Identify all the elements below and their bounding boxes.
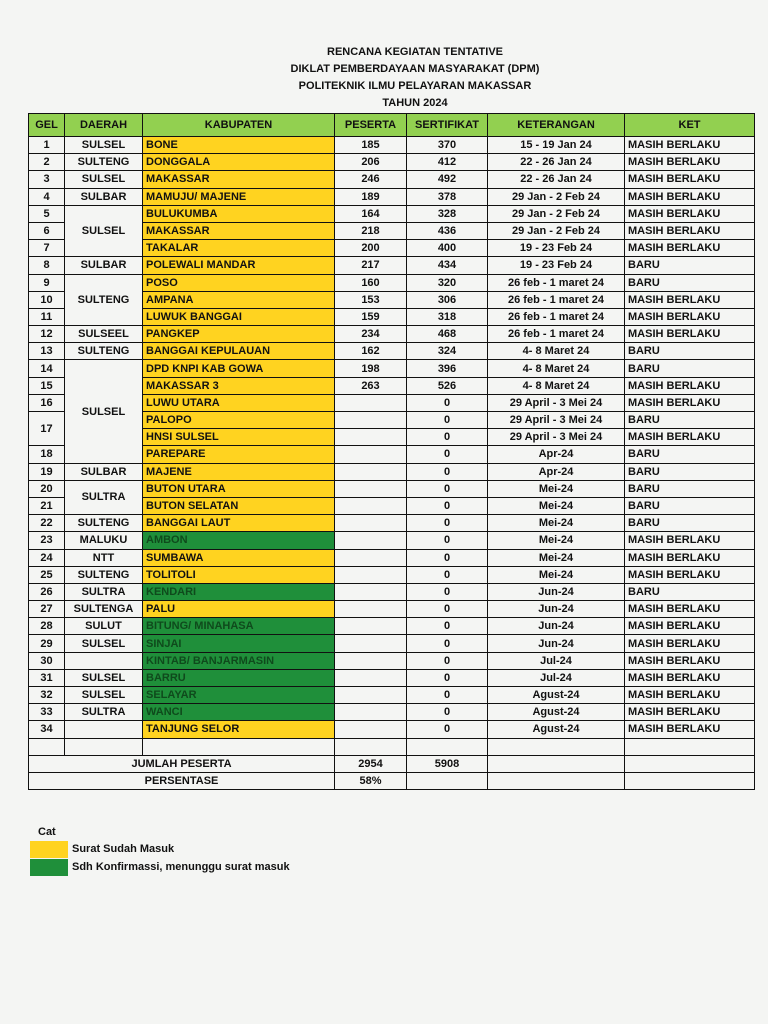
cell-kabupaten: MAMUJU/ MAJENE	[143, 188, 335, 205]
table-row	[29, 205, 755, 222]
cell-gel: 15	[29, 377, 65, 394]
cell-sertifikat: 468	[407, 326, 488, 343]
cell-peserta: 198	[335, 360, 407, 377]
cell-gel: 26	[29, 583, 65, 600]
cell-keterangan: 29 April - 3 Mei 24	[488, 412, 625, 429]
cell-peserta: 160	[335, 274, 407, 291]
cell-gel: 20	[29, 480, 65, 497]
cell-kabupaten: AMBON	[143, 532, 335, 549]
cell-kabupaten: BANGGAI KEPULAUAN	[143, 343, 335, 360]
cell-ket: BARU	[625, 583, 755, 600]
cell-daerah: SULTRA	[65, 583, 143, 600]
cell-sertifikat: 0	[407, 704, 488, 721]
cell-ket: BARU	[625, 463, 755, 480]
cell-keterangan: Mei-24	[488, 532, 625, 549]
cell-daerah: SULUT	[65, 618, 143, 635]
cell-kabupaten: MAJENE	[143, 463, 335, 480]
cell-gel: 8	[29, 257, 65, 274]
cell-ket: MASIH BERLAKU	[625, 291, 755, 308]
cell-ket: BARU	[625, 360, 755, 377]
cell-sertifikat: 436	[407, 222, 488, 239]
cell-peserta: 164	[335, 205, 407, 222]
cell-gel: 23	[29, 532, 65, 549]
cell-gel: 11	[29, 308, 65, 325]
cell-sertifikat: 0	[407, 412, 488, 429]
legend-swatch-green	[30, 859, 68, 876]
cell-sertifikat: 492	[407, 171, 488, 188]
cell-keterangan: 29 Jan - 2 Feb 24	[488, 188, 625, 205]
cell-sertifikat: 0	[407, 497, 488, 514]
total-label: JUMLAH PESERTA	[29, 755, 335, 772]
cell-gel: 6	[29, 222, 65, 239]
cell-daerah: NTT	[65, 549, 143, 566]
cell-keterangan: 26 feb - 1 maret 24	[488, 291, 625, 308]
cell-kabupaten: LUWUK BANGGAI	[143, 308, 335, 325]
legend-item-yellow	[30, 840, 290, 858]
schedule-table	[28, 113, 755, 790]
table-row	[29, 326, 755, 343]
cell-ket: BARU	[625, 343, 755, 360]
table-row	[29, 549, 755, 566]
legend-label-green: Sdh Konfirmassi, menunggu surat masuk	[72, 861, 290, 873]
cell-daerah: MALUKU	[65, 532, 143, 549]
table-row	[29, 154, 755, 171]
cell-keterangan: 29 Jan - 2 Feb 24	[488, 222, 625, 239]
cell-kabupaten: BUTON UTARA	[143, 480, 335, 497]
table-row	[29, 635, 755, 652]
cell-peserta: 153	[335, 291, 407, 308]
cell-kabupaten: TANJUNG SELOR	[143, 721, 335, 738]
cell-gel: 34	[29, 721, 65, 738]
cell-peserta: 159	[335, 308, 407, 325]
cell-ket: MASIH BERLAKU	[625, 532, 755, 549]
cell-sertifikat: 434	[407, 257, 488, 274]
cell-kabupaten: PALU	[143, 601, 335, 618]
table-row	[29, 687, 755, 704]
cell-ket: MASIH BERLAKU	[625, 549, 755, 566]
cell-gel: 1	[29, 137, 65, 154]
total-row	[29, 755, 755, 772]
cell-keterangan: 19 - 23 Feb 24	[488, 240, 625, 257]
cell-keterangan: Mei-24	[488, 515, 625, 532]
cell-peserta	[335, 704, 407, 721]
cell-peserta	[335, 532, 407, 549]
cell-gel: 13	[29, 343, 65, 360]
cell-gel: 21	[29, 497, 65, 514]
table-row	[29, 721, 755, 738]
cell-ket: MASIH BERLAKU	[625, 377, 755, 394]
cell-ket: BARU	[625, 480, 755, 497]
cell-peserta	[335, 687, 407, 704]
col-header-daerah: DAERAH	[65, 114, 143, 137]
cell-keterangan: Jun-24	[488, 618, 625, 635]
cell-gel: 24	[29, 549, 65, 566]
cell-keterangan: 22 - 26 Jan 24	[488, 154, 625, 171]
cell-ket: MASIH BERLAKU	[625, 326, 755, 343]
cell-keterangan: Jul-24	[488, 652, 625, 669]
cell-peserta	[335, 635, 407, 652]
cell-ket: MASIH BERLAKU	[625, 240, 755, 257]
cell-gel: 3	[29, 171, 65, 188]
cell-peserta	[335, 463, 407, 480]
cell-keterangan: 22 - 26 Jan 24	[488, 171, 625, 188]
cell-kabupaten: MAKASSAR	[143, 222, 335, 239]
cell-ket: MASIH BERLAKU	[625, 394, 755, 411]
cell-ket: MASIH BERLAKU	[625, 188, 755, 205]
blank-row	[29, 738, 755, 755]
cell-sertifikat: 318	[407, 308, 488, 325]
cell-ket: MASIH BERLAKU	[625, 704, 755, 721]
cell-ket: BARU	[625, 412, 755, 429]
cell-keterangan: 26 feb - 1 maret 24	[488, 326, 625, 343]
cell-peserta	[335, 515, 407, 532]
cell-sertifikat: 0	[407, 515, 488, 532]
table-row	[29, 601, 755, 618]
cell-kabupaten: BONE	[143, 137, 335, 154]
title-line-3: POLITEKNIK ILMU PELAYARAN MAKASSAR	[298, 80, 532, 92]
table-row	[29, 618, 755, 635]
table-row	[29, 566, 755, 583]
cell-kabupaten: TOLITOLI	[143, 566, 335, 583]
table-row	[29, 669, 755, 686]
cell-keterangan: Jun-24	[488, 583, 625, 600]
table-row	[29, 274, 755, 291]
cell-ket: MASIH BERLAKU	[625, 429, 755, 446]
cell-keterangan: 15 - 19 Jan 24	[488, 137, 625, 154]
cell-ket: MASIH BERLAKU	[625, 308, 755, 325]
cell-sertifikat: 370	[407, 137, 488, 154]
cell-keterangan: Jun-24	[488, 635, 625, 652]
cell-gel: 10	[29, 291, 65, 308]
percentage-row	[29, 772, 755, 789]
cell-ket: MASIH BERLAKU	[625, 721, 755, 738]
cell-keterangan: 4- 8 Maret 24	[488, 360, 625, 377]
total-sertifikat: 5908	[407, 755, 488, 772]
table-row	[29, 137, 755, 154]
cell-sertifikat: 0	[407, 652, 488, 669]
cell-kabupaten: MAKASSAR	[143, 171, 335, 188]
document-title	[200, 44, 630, 112]
cell-ket: MASIH BERLAKU	[625, 222, 755, 239]
cell-keterangan: 19 - 23 Feb 24	[488, 257, 625, 274]
cell-daerah: SULSEL	[65, 687, 143, 704]
cell-daerah	[65, 652, 143, 669]
cell-daerah: SULBAR	[65, 188, 143, 205]
table-row	[29, 515, 755, 532]
cell-sertifikat: 396	[407, 360, 488, 377]
table-row	[29, 171, 755, 188]
cell-kabupaten: BUTON SELATAN	[143, 497, 335, 514]
cell-peserta: 185	[335, 137, 407, 154]
cell-gel: 19	[29, 463, 65, 480]
col-header-keterangan: KETERANGAN	[488, 114, 625, 137]
cell-kabupaten: AMPANA	[143, 291, 335, 308]
cell-ket: MASIH BERLAKU	[625, 205, 755, 222]
cell-kabupaten: BULUKUMBA	[143, 205, 335, 222]
cell-gel: 27	[29, 601, 65, 618]
cell-ket: MASIH BERLAKU	[625, 601, 755, 618]
cell-ket: BARU	[625, 257, 755, 274]
cell-sertifikat: 0	[407, 635, 488, 652]
cell-peserta	[335, 446, 407, 463]
cell-kabupaten: BARRU	[143, 669, 335, 686]
cell-kabupaten: PANGKEP	[143, 326, 335, 343]
title-line-4: TAHUN 2024	[382, 97, 448, 109]
cell-peserta	[335, 583, 407, 600]
cell-daerah: SULSEL	[65, 669, 143, 686]
cell-ket: MASIH BERLAKU	[625, 137, 755, 154]
cell-keterangan: 29 Jan - 2 Feb 24	[488, 205, 625, 222]
cell-daerah: SULTRA	[65, 704, 143, 721]
legend-swatch-yellow	[30, 841, 68, 858]
cell-kabupaten: BANGGAI LAUT	[143, 515, 335, 532]
cell-ket: MASIH BERLAKU	[625, 171, 755, 188]
cell-sertifikat: 412	[407, 154, 488, 171]
table-row	[29, 257, 755, 274]
col-header-peserta: PESERTA	[335, 114, 407, 137]
cell-peserta	[335, 618, 407, 635]
legend	[30, 826, 290, 876]
legend-label-yellow: Surat Sudah Masuk	[72, 843, 175, 855]
cell-ket: MASIH BERLAKU	[625, 618, 755, 635]
cell-daerah: SULSEL	[65, 635, 143, 652]
title-line-1: RENCANA KEGIATAN TENTATIVE	[327, 46, 503, 58]
cell-sertifikat: 324	[407, 343, 488, 360]
cell-peserta	[335, 429, 407, 446]
cell-ket: MASIH BERLAKU	[625, 154, 755, 171]
cell-ket: MASIH BERLAKU	[625, 566, 755, 583]
cell-gel: 9	[29, 274, 65, 291]
cell-kabupaten: MAKASSAR 3	[143, 377, 335, 394]
col-header-gel: GEL	[29, 114, 65, 137]
cell-peserta	[335, 601, 407, 618]
cell-keterangan: 26 feb - 1 maret 24	[488, 308, 625, 325]
cell-ket: BARU	[625, 497, 755, 514]
cell-keterangan: 4- 8 Maret 24	[488, 343, 625, 360]
cell-peserta: 263	[335, 377, 407, 394]
cell-peserta: 217	[335, 257, 407, 274]
cell-keterangan: Apr-24	[488, 446, 625, 463]
cell-sertifikat: 0	[407, 480, 488, 497]
cell-gel: 2	[29, 154, 65, 171]
cell-peserta: 234	[335, 326, 407, 343]
cell-kabupaten: WANCI	[143, 704, 335, 721]
cell-peserta: 246	[335, 171, 407, 188]
cell-sertifikat: 0	[407, 618, 488, 635]
cell-sertifikat: 0	[407, 394, 488, 411]
cell-sertifikat: 0	[407, 463, 488, 480]
table-row	[29, 463, 755, 480]
cell-gel: 7	[29, 240, 65, 257]
cell-gel: 25	[29, 566, 65, 583]
table-row	[29, 188, 755, 205]
table-row	[29, 360, 755, 377]
cell-sertifikat: 0	[407, 687, 488, 704]
cell-gel: 16	[29, 394, 65, 411]
col-header-kabupaten: KABUPATEN	[143, 114, 335, 137]
legend-title: Cat	[38, 826, 56, 838]
legend-item-green	[30, 858, 290, 876]
cell-keterangan: Mei-24	[488, 497, 625, 514]
cell-daerah: SULTENG	[65, 154, 143, 171]
cell-keterangan: Mei-24	[488, 566, 625, 583]
cell-sertifikat: 328	[407, 205, 488, 222]
cell-keterangan: Agust-24	[488, 704, 625, 721]
cell-keterangan: Mei-24	[488, 549, 625, 566]
cell-peserta	[335, 566, 407, 583]
cell-keterangan: 29 April - 3 Mei 24	[488, 429, 625, 446]
cell-daerah: SULSEEL	[65, 326, 143, 343]
cell-peserta	[335, 480, 407, 497]
cell-kabupaten: SUMBAWA	[143, 549, 335, 566]
cell-keterangan: Mei-24	[488, 480, 625, 497]
cell-daerah: SULSEL	[65, 205, 143, 257]
cell-peserta: 206	[335, 154, 407, 171]
cell-kabupaten: BITUNG/ MINAHASA	[143, 618, 335, 635]
cell-kabupaten: KENDARI	[143, 583, 335, 600]
cell-keterangan: 26 feb - 1 maret 24	[488, 274, 625, 291]
cell-ket: BARU	[625, 274, 755, 291]
table-row	[29, 704, 755, 721]
cell-sertifikat: 0	[407, 532, 488, 549]
cell-kabupaten: DPD KNPI KAB GOWA	[143, 360, 335, 377]
cell-gel: 22	[29, 515, 65, 532]
cell-peserta	[335, 669, 407, 686]
cell-gel: 31	[29, 669, 65, 686]
cell-keterangan: Agust-24	[488, 721, 625, 738]
cell-daerah: SULSEL	[65, 137, 143, 154]
cell-keterangan: Agust-24	[488, 687, 625, 704]
cell-ket: MASIH BERLAKU	[625, 669, 755, 686]
cell-peserta	[335, 721, 407, 738]
cell-ket: MASIH BERLAKU	[625, 687, 755, 704]
cell-kabupaten: TAKALAR	[143, 240, 335, 257]
cell-gel: 30	[29, 652, 65, 669]
cell-sertifikat: 0	[407, 549, 488, 566]
cell-ket: BARU	[625, 515, 755, 532]
cell-peserta: 189	[335, 188, 407, 205]
cell-daerah: SULSEL	[65, 171, 143, 188]
cell-gel: 5	[29, 205, 65, 222]
cell-gel: 29	[29, 635, 65, 652]
cell-peserta: 200	[335, 240, 407, 257]
cell-daerah: SULTENG	[65, 343, 143, 360]
col-header-ket: KET	[625, 114, 755, 137]
cell-keterangan: Jun-24	[488, 601, 625, 618]
cell-sertifikat: 378	[407, 188, 488, 205]
cell-daerah: SULBAR	[65, 463, 143, 480]
cell-sertifikat: 0	[407, 566, 488, 583]
cell-kabupaten: KINTAB/ BANJARMASIN	[143, 652, 335, 669]
cell-keterangan: Apr-24	[488, 463, 625, 480]
cell-kabupaten: DONGGALA	[143, 154, 335, 171]
total-peserta: 2954	[335, 755, 407, 772]
percentage-label: PERSENTASE	[29, 772, 335, 789]
table-row	[29, 343, 755, 360]
cell-peserta	[335, 412, 407, 429]
cell-sertifikat: 306	[407, 291, 488, 308]
cell-ket: MASIH BERLAKU	[625, 652, 755, 669]
col-header-sertifikat: SERTIFIKAT	[407, 114, 488, 137]
cell-keterangan: 4- 8 Maret 24	[488, 377, 625, 394]
cell-sertifikat: 0	[407, 446, 488, 463]
cell-daerah: SULTENG	[65, 515, 143, 532]
table-row	[29, 583, 755, 600]
cell-gel: 14	[29, 360, 65, 377]
cell-daerah: SULBAR	[65, 257, 143, 274]
cell-peserta: 162	[335, 343, 407, 360]
cell-kabupaten: POSO	[143, 274, 335, 291]
cell-gel: 12	[29, 326, 65, 343]
cell-daerah: SULSEL	[65, 360, 143, 463]
cell-daerah: SULTENG	[65, 566, 143, 583]
cell-keterangan: Jul-24	[488, 669, 625, 686]
cell-daerah: SULTRA	[65, 480, 143, 514]
cell-peserta	[335, 549, 407, 566]
cell-peserta	[335, 652, 407, 669]
cell-sertifikat: 320	[407, 274, 488, 291]
cell-daerah: SULTENG	[65, 274, 143, 326]
cell-kabupaten: HNSI SULSEL	[143, 429, 335, 446]
cell-peserta	[335, 497, 407, 514]
cell-kabupaten: SINJAI	[143, 635, 335, 652]
cell-ket: BARU	[625, 446, 755, 463]
cell-gel: 17	[29, 412, 65, 446]
table-header-row	[29, 114, 755, 137]
cell-peserta	[335, 394, 407, 411]
table-row	[29, 532, 755, 549]
cell-sertifikat: 0	[407, 429, 488, 446]
cell-kabupaten: PAREPARE	[143, 446, 335, 463]
cell-kabupaten: SELAYAR	[143, 687, 335, 704]
title-line-2: DIKLAT PEMBERDAYAAN MASYARAKAT (DPM)	[290, 63, 540, 75]
cell-gel: 28	[29, 618, 65, 635]
cell-peserta: 218	[335, 222, 407, 239]
cell-kabupaten: PALOPO	[143, 412, 335, 429]
cell-kabupaten: POLEWALI MANDAR	[143, 257, 335, 274]
table-row	[29, 480, 755, 497]
cell-sertifikat: 526	[407, 377, 488, 394]
cell-sertifikat: 0	[407, 601, 488, 618]
cell-sertifikat: 400	[407, 240, 488, 257]
cell-gel: 32	[29, 687, 65, 704]
cell-gel: 18	[29, 446, 65, 463]
cell-sertifikat: 0	[407, 583, 488, 600]
cell-ket: MASIH BERLAKU	[625, 635, 755, 652]
cell-daerah: SULTENGA	[65, 601, 143, 618]
cell-daerah	[65, 721, 143, 738]
cell-gel: 4	[29, 188, 65, 205]
table-row	[29, 652, 755, 669]
percentage-value: 58%	[335, 772, 407, 789]
cell-keterangan: 29 April - 3 Mei 24	[488, 394, 625, 411]
cell-sertifikat: 0	[407, 669, 488, 686]
cell-gel: 33	[29, 704, 65, 721]
cell-sertifikat: 0	[407, 721, 488, 738]
cell-kabupaten: LUWU UTARA	[143, 394, 335, 411]
